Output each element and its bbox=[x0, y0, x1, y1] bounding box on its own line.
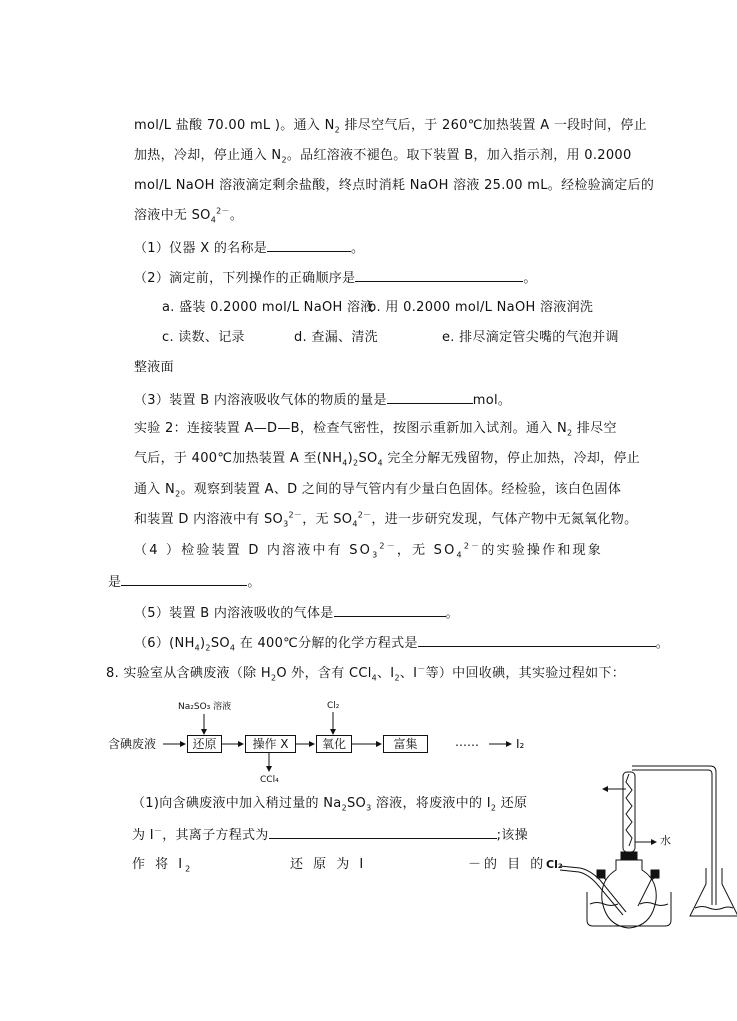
option-c: c. 读数、记录 bbox=[162, 330, 245, 345]
question-4-cont: 是 。 bbox=[108, 575, 261, 590]
exp2-line-3: 通入 $N_2$。观察到装置 A、D 之间的导气管内有少量白色固体。经检验，该白色固体 bbox=[134, 482, 622, 499]
flow-reagent-cl2: Cl₂ bbox=[327, 701, 340, 711]
flow-box-operation-x: 操作 X bbox=[245, 735, 296, 753]
intro-line-3: mol/L NaOH 溶液滴定剩余盐酸，终点时消耗 NaOH 溶液 25.00 mL。经检验滴定后的 bbox=[134, 178, 655, 193]
intro-line-4: 溶液中无 $SO_4^{2-}$。 bbox=[134, 206, 244, 225]
flow-reagent-na2so3: Na₂SO₃ 溶液 bbox=[178, 702, 232, 712]
water-bath bbox=[587, 892, 671, 926]
question-8: 8. 实验室从含碘废液（除 $H_2O$ 外，含有 CCl$_4$、$I_2$、I－等）中回收碘，其实验过程如下： bbox=[106, 664, 626, 683]
intro-line-1: mol/L 盐酸 70.00 mL )。通入 $N_2$ 排尽空气后，于 260℃加热装置 A 一段时间，停止 bbox=[134, 118, 647, 135]
thermometer bbox=[638, 870, 656, 906]
delivery-tube bbox=[632, 766, 716, 905]
flow-start-label: 含碘废液 bbox=[108, 737, 157, 751]
flow-out-ccl4: CCl₄ bbox=[260, 775, 279, 785]
option-d: d. 查漏、清洗 bbox=[294, 330, 378, 345]
question-6: $(6)(NH_4)_2SO_4$ 在 400℃分解的化学方程式是 。 bbox=[134, 636, 670, 653]
q8-1-line-1: （1)向含碘废液中加入稍过量的 $Na_2SO_3$ 溶液，将废液中的 $I_2$ 还原 bbox=[132, 796, 528, 813]
question-2: （2）滴定前，下列操作的正确顺序是 。 bbox=[134, 271, 537, 286]
question-1: （1）仪器 X 的名称是 。 bbox=[134, 241, 365, 256]
flask bbox=[602, 860, 656, 928]
flow-end-i2: I₂ bbox=[516, 737, 525, 751]
flow-box-enrich: 富集 bbox=[383, 735, 428, 753]
q8-1-line-2: 为 I－，其离子方程式为 ;该操 bbox=[132, 826, 528, 843]
label-cl2-inlet: Cl₂ bbox=[546, 858, 563, 871]
question-3: （3）装置 B 内溶液吸收气体的物质的量是 mol。 bbox=[134, 393, 512, 408]
condenser bbox=[623, 772, 635, 852]
conical-flask bbox=[690, 868, 737, 916]
q8-1-line-3a: 作 将 $I_2$ bbox=[132, 857, 194, 874]
option-b: b. 用 0.2000 mol/L NaOH 溶液润洗 bbox=[368, 300, 594, 315]
flow-box-oxidize: 氧化 bbox=[316, 735, 352, 753]
intro-line-2: 加热，冷却，停止通入 $N_2$。品红溶液不褪色。取下装置 B，加入指示剂，用 0.2000 bbox=[134, 148, 632, 165]
q8-1-line-3c: －的 目 的 bbox=[468, 857, 547, 872]
q8-1-line-3b: 还 原 为 I bbox=[290, 857, 367, 872]
label-water: 水 bbox=[660, 834, 671, 847]
exp2-line-4: 和装置 D 内溶液中有 $SO_3^{2-}$，无 $SO_4^{2-}$，进一步研究发现，气体产物中无氮氧化物。 bbox=[134, 510, 638, 529]
option-e: e. 排尽滴定管尖嘴的气泡并调 bbox=[442, 330, 619, 345]
exp2-line-2: 气后，于 400℃加热装置 A 至$(NH_4)_2SO_4$ 完全分解无残留物，停止加热，冷却，停止 bbox=[134, 451, 641, 468]
exp2-line-1: 实验 2：连接装置 A—D—B，检查气密性，按图示重新加入试剂。通入 $N_2$ 排尽空 bbox=[134, 421, 617, 438]
question-5: （5）装置 B 内溶液吸收的气体是 。 bbox=[134, 606, 459, 621]
flow-dots: …… bbox=[455, 735, 479, 749]
option-e-cont: 整液面 bbox=[134, 360, 174, 375]
flow-box-reduce: 还原 bbox=[187, 735, 222, 753]
question-4: （4 ）检验装置 D 内溶液中有 $SO_3^{2-}$，无 $SO_4^{2-}$的实验操作和现象 bbox=[134, 541, 603, 560]
option-a: a. 盛装 0.2000 mol/L NaOH 溶液 bbox=[162, 300, 374, 315]
